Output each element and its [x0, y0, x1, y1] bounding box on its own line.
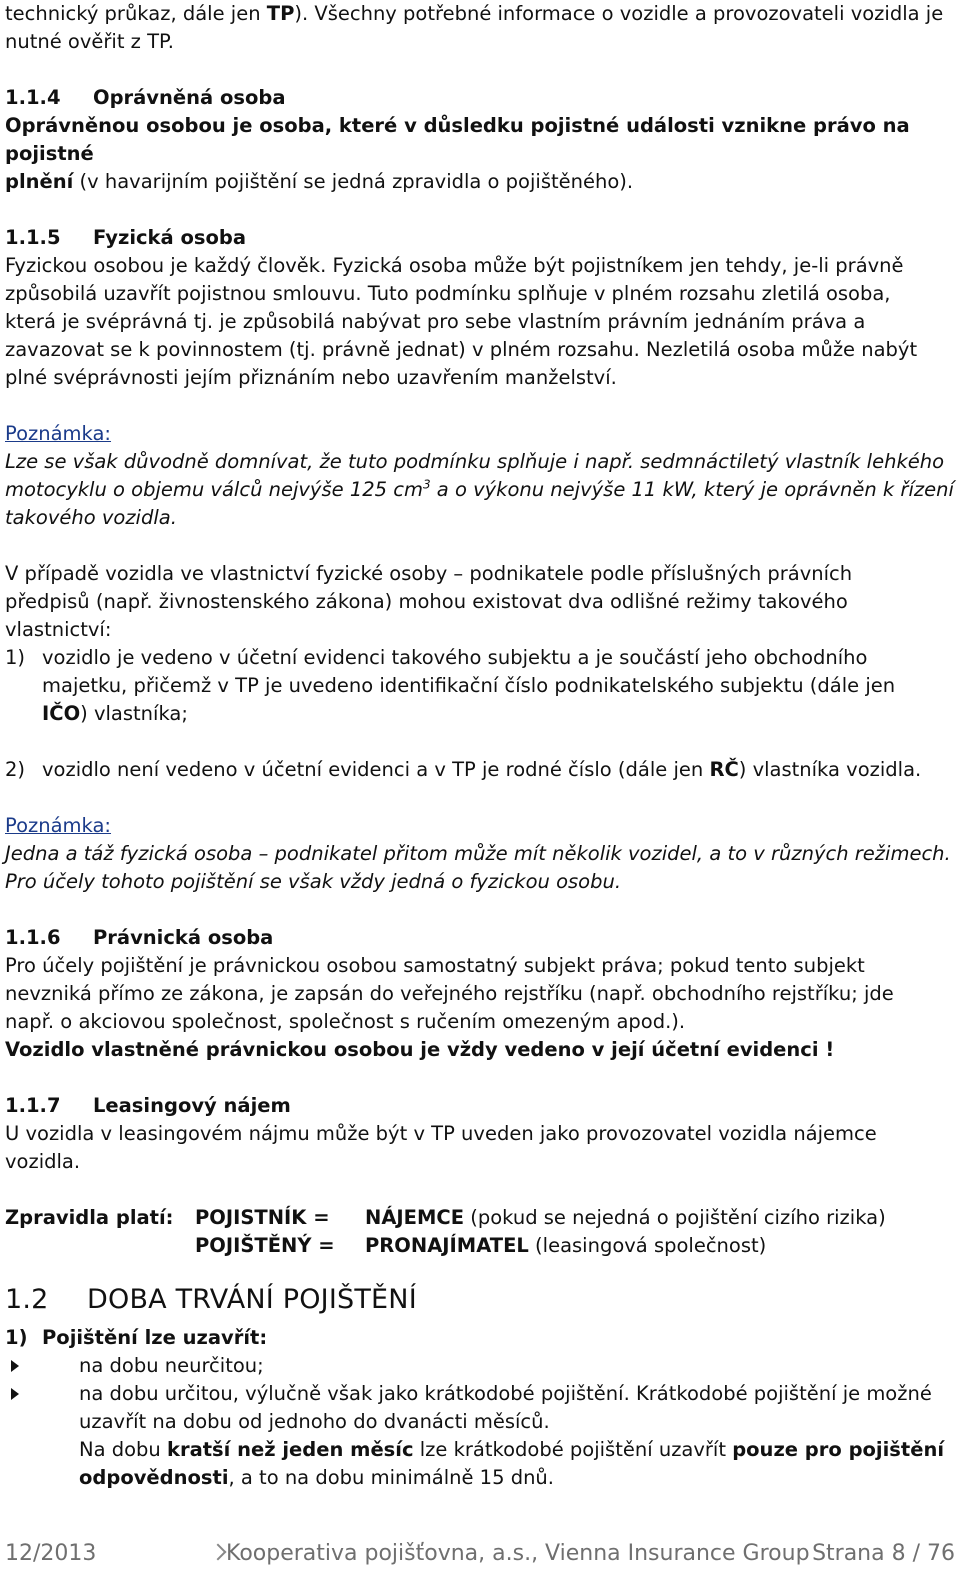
text: ). Všechny potřebné informace o vozidle a provozovateli vozidla je [294, 2, 944, 25]
text: vlastnictví: [5, 618, 112, 641]
section-heading [5, 224, 955, 252]
text: Fyzickou osobou je každý člověk. Fyzická osoba může být pojistníkem jen tehdy, je-li právně [5, 254, 904, 277]
continuation-paragraph [5, 1436, 955, 1492]
text: vozidla. [5, 1150, 81, 1173]
text: technický průkaz, dále jen [5, 2, 267, 25]
text: ) vlastníka vozidla. [738, 758, 922, 781]
section-paragraph [5, 252, 955, 392]
list-item [5, 1352, 955, 1380]
chapter-title: DOBA TRVÁNÍ POJIŠTĚNÍ [87, 1284, 417, 1315]
section-heading [5, 924, 955, 952]
regimes-list [5, 644, 955, 784]
text: na dobu neurčitou; [79, 1354, 264, 1377]
text: vozidlo je vedeno v účetní evidenci takového subjektu a je součástí jeho obchodního [42, 646, 868, 669]
text-bold: plnění [5, 170, 74, 193]
subsection-heading [5, 1324, 955, 1352]
text: např. o akciovou společnost, společnost s ručením omezeným apod.). [5, 1010, 686, 1033]
section-title: Leasingový nájem [93, 1094, 291, 1117]
rule-term: POJISTNÍK = [195, 1206, 330, 1229]
section-paragraph [5, 952, 955, 1064]
arrow-bullet-icon [11, 1360, 19, 1372]
note-label: Poznámka: [5, 814, 112, 837]
section-number: 1.1.4 [5, 86, 61, 109]
section-title: Fyzická osoba [93, 226, 246, 249]
rule-value: PRONAJÍMATEL [365, 1234, 529, 1257]
rule-table [5, 1204, 955, 1260]
bullet-list [5, 1352, 955, 1436]
text: V případě vozidla ve vlastnictví fyzické osoby – podnikatele podle příslušných právních [5, 562, 853, 585]
section-heading [5, 1092, 955, 1120]
text: předpisů (např. živnostenského zákona) mohou existovat dva odlišné režimy takového [5, 590, 848, 613]
section-number: 1.1.7 [5, 1094, 61, 1117]
text: uzavřít na dobu od jednoho do dvanácti měsíců. [79, 1410, 550, 1433]
text-bold: Vozidlo vlastněné právnickou osobou je vždy vedeno v její účetní evidenci ! [5, 1038, 835, 1061]
text: Pro účely pojištění je právnickou osobou samostatný subjekt práva; pokud tento subjekt [5, 954, 865, 977]
list-item [5, 644, 955, 728]
text: Lze se však důvodně domnívat, že tuto podmínku splňuje i např. sedmnáctiletý vlastník lehkého [5, 450, 945, 473]
list-marker: 1) [5, 646, 26, 669]
text: plné svéprávnosti jejím přiznáním nebo uzavřením manželství. [5, 366, 617, 389]
list-marker: 1) [5, 1326, 28, 1349]
text: motocyklu o objemu válců nejvýše 125 cm [5, 478, 423, 501]
text: (v havarijním pojištění se jedná zpravidla o pojištěného). [73, 170, 634, 193]
text-bold: Oprávněnou osobou je osoba, které v důsledku pojistné události vznikne právo na pojistné [5, 114, 910, 165]
text: , a to na dobu minimálně 15 dnů. [228, 1466, 554, 1489]
section-number: 1.1.5 [5, 226, 61, 249]
list-marker: 2) [5, 758, 26, 781]
note-paragraph [5, 840, 955, 896]
text: zavazovat se k povinnostem (tj. právně jednat) v plném rozsahu. Nezletilá osoba může nabýt [5, 338, 918, 361]
text: která je svéprávná tj. je způsobilá nabývat pro sebe vlastním právním jednáním práva a [5, 310, 866, 333]
footer-company: Kooperativa pojišťovna, a.s., Vienna Insurance Group [226, 1541, 810, 1566]
text: a o výkonu nejvýše 11 kW, který je oprávněn k řízení [430, 478, 954, 501]
text: Na dobu [79, 1438, 167, 1461]
rule-label: Zpravidla platí: [5, 1206, 174, 1229]
text: způsobilá uzavřít pojistnou smlouvu. Tuto podmínku splňuje v plném rozsahu zletilá osoba, [5, 282, 891, 305]
section-heading [5, 84, 955, 112]
text: Pro účely tohoto pojištění se však vždy jedná o fyzickou osobu. [5, 870, 622, 893]
rule-row [5, 1204, 955, 1232]
regimes-intro [5, 560, 955, 644]
list-item [5, 756, 955, 784]
chapter-heading [5, 1282, 955, 1318]
note-label: Poznámka: [5, 422, 112, 445]
chapter-number: 1.2 [5, 1284, 49, 1315]
section-title: Oprávněná osoba [93, 86, 286, 109]
text-bold: TP [266, 2, 295, 25]
text: vozidlo není vedeno v účetní evidenci a v TP je rodné číslo (dále jen [42, 758, 710, 781]
text: Jedna a táž fyzická osoba – podnikatel přitom může mít několik vozidel, a to v různých režimech. [5, 842, 951, 865]
page-footer [5, 1538, 955, 1570]
text: U vozidla v leasingovém nájmu může být v TP uveden jako provozovatel vozidla nájemce [5, 1122, 877, 1145]
list-item [5, 1380, 955, 1436]
section-paragraph [5, 112, 955, 196]
rule-comment: (leasingová společnost) [528, 1234, 767, 1257]
subsection-title: Pojištění lze uzavřít: [42, 1326, 268, 1349]
text: takového vozidla. [5, 506, 177, 529]
text: lze krátkodobé pojištění uzavřít [413, 1438, 733, 1461]
rule-term: POJIŠTĚNÝ = [195, 1234, 335, 1257]
rule-value: NÁJEMCE [365, 1206, 465, 1229]
text-bold: pouze pro pojištění [732, 1438, 945, 1461]
text: nevzniká přímo ze zákona, je zapsán do veřejného rejstříku (např. obchodního rejstříku; jde [5, 982, 894, 1005]
chevron-right-icon [210, 1544, 227, 1561]
arrow-bullet-icon [11, 1388, 19, 1400]
footer-date: 12/2013 [5, 1541, 97, 1566]
text: nutné ověřit z TP. [5, 30, 174, 53]
text: ) vlastníka; [80, 702, 188, 725]
rule-comment: (pokud se nejedná o pojištění cizího rizika) [464, 1206, 886, 1229]
rule-row [5, 1232, 955, 1260]
section-paragraph [5, 1120, 955, 1176]
intro-paragraph [5, 0, 955, 56]
text: majetku, přičemž v TP je uvedeno identifikační číslo podnikatelského subjektu (dále jen [42, 674, 896, 697]
text: na dobu určitou, výlučně však jako krátkodobé pojištění. Krátkodobé pojištění je možné [79, 1382, 932, 1405]
section-title: Právnická osoba [93, 926, 274, 949]
section-number: 1.1.6 [5, 926, 61, 949]
text-bold: kratší než jeden měsíc [166, 1438, 414, 1461]
note-paragraph [5, 448, 955, 532]
superscript: 3 [422, 477, 431, 492]
document-page [5, 0, 955, 1492]
page-number: Strana 8 / 76 [812, 1541, 955, 1566]
text-bold: odpovědnosti [79, 1466, 229, 1489]
text-bold: RČ [709, 758, 739, 781]
text-bold: IČO [42, 702, 81, 725]
